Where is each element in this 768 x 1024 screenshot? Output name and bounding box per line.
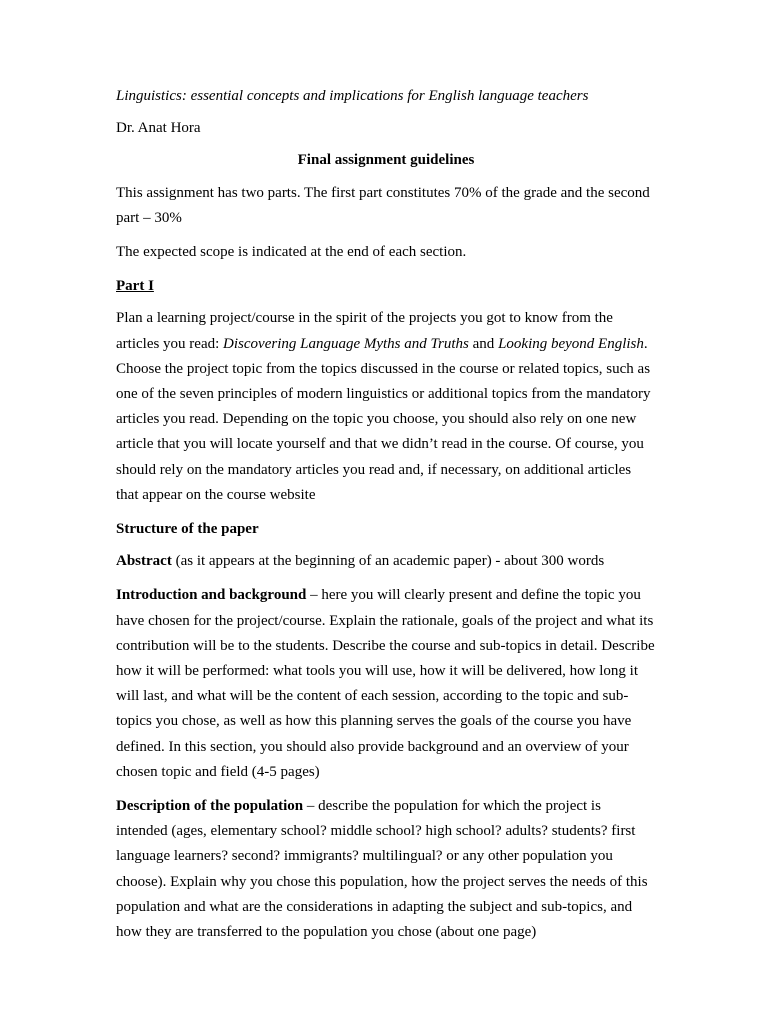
structure-heading: Structure of the paper [116, 521, 259, 538]
plan-text-a: Plan a learning project/course in the spirit of the projects you got to know from the articles you read: [116, 310, 613, 352]
population-text: – describe the population for which the project is intended (ages, elementary school? middle school? high school? adults? students? first language learners? second? immigrants? multilingual? or any other population you choose). Explain why you chose this population, how the project serves the needs of this population and what are the considerations in adapting the subject and sub-topics, and how they are transferred to the population you chose (about one page) [116, 798, 648, 941]
author-name: Dr. Anat Hora [116, 120, 201, 137]
abstract-paragraph [116, 549, 656, 574]
plan-text-and: and [468, 335, 499, 352]
population-label: Description of the population [116, 798, 304, 815]
introduction-label: Introduction and background [116, 587, 307, 604]
page-title: Final assignment guidelines [297, 152, 475, 169]
intro-paragraph: This assignment has two parts. The first part constitutes 70% of the grade and the second part – 30% [116, 184, 650, 226]
abstract-label: Abstract [116, 553, 172, 570]
book-title-myths: Discovering Language Myths and Truths [223, 335, 469, 352]
book-title-beyond-english: Looking beyond English [498, 335, 644, 352]
plan-text-b: . Choose the project topic from the topics discussed in the course or related topics, such as one of the seven principles of modern linguistics or additional topics from the mandatory articles you read. Depending on the topic you choose, you should also rely on one new article that you will locate yourself and that we didn’t read in the course. Of course, you should rely on the mandatory articles you read and, if necessary, on additional articles that appear on the course website [116, 335, 651, 503]
document-page [116, 84, 656, 954]
population-paragraph [116, 794, 656, 945]
plan-paragraph [116, 306, 656, 508]
abstract-text: (as it appears at the beginning of an academic paper) - about 300 words [171, 553, 605, 570]
course-title: Linguistics: essential concepts and implications for English language teachers [116, 88, 589, 104]
scope-paragraph: The expected scope is indicated at the end of each section. [116, 244, 467, 261]
introduction-text: – here you will clearly present and define the topic you have chosen for the project/course. Explain the rationale, goals of the project and what its contribution will be to the students. Describe the course and sub-topics in detail. Describe how it will be performed: what tools you will use, how it will be delivered, how long it will last, and what will be the content of each session, according to the topic and sub-topics you chose, as well as how this planning serves the goals of the course you have defined. In this section, you should also provide background and an overview of your chosen topic and field (4-5 pages) [116, 587, 655, 780]
introduction-paragraph [116, 583, 656, 785]
part-one-heading: Part I [116, 278, 154, 295]
